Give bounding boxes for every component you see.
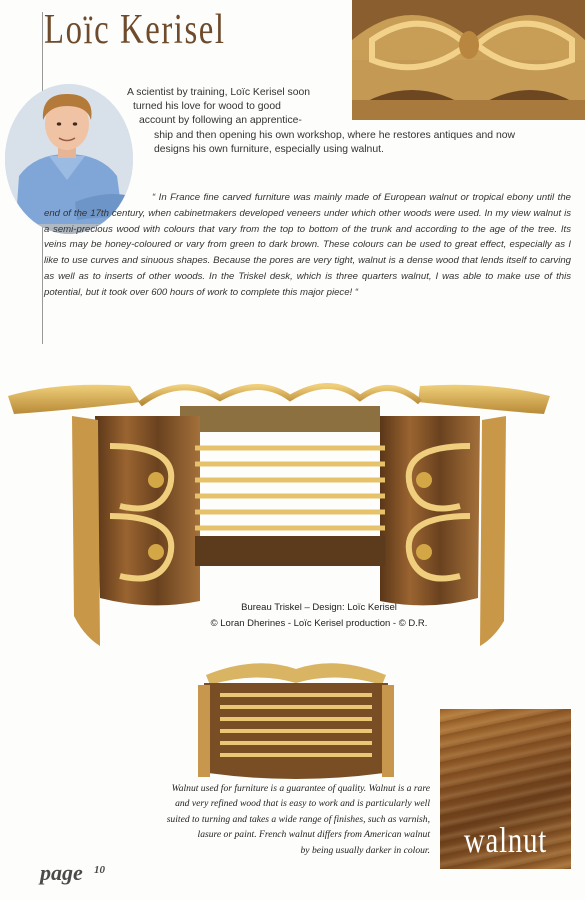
walnut-note <box>118 781 430 858</box>
walnut-note-line: Walnut used for furniture is a guarantee of quality. Walnut is a rare <box>171 783 430 794</box>
walnut-label: walnut <box>463 820 548 860</box>
intro-line: A scientist by training, Loïc Kerisel soon <box>127 87 311 98</box>
walnut-note-line: suited to turning and takes a wide range of finishes, such as varnish, <box>166 813 430 825</box>
caption-credit: © Loran Dherines - Loïc Kerisel production - © D.R. <box>210 618 428 629</box>
page-label: page <box>40 860 83 885</box>
triskel-desk-side-photo <box>196 655 396 787</box>
page-title: Loïc Kerisel <box>44 7 226 53</box>
kerisel-quote <box>44 190 571 301</box>
intro-line: designs his own furniture, especially using walnut. <box>154 143 384 155</box>
walnut-wood-swatch <box>440 709 571 869</box>
walnut-note-line: lasure or paint. French walnut differs from American walnut <box>197 829 430 841</box>
desk-caption <box>199 600 439 632</box>
walnut-note-line: and very refined wood that is easy to work and is particularly well <box>175 798 430 810</box>
intro-line: account by following an apprentice- <box>139 115 302 127</box>
intro-line: ship and then opening his own workshop, where he restores antiques and now <box>154 129 516 141</box>
caption-title: Bureau Triskel – Design: Loïc Kerisel <box>241 602 397 613</box>
quote-text: “ In France fine carved furniture was mainly made of European walnut or tropical ebony until the end of the 17th century, when cabinetmakers developed veneers under which other woods were used. In my view walnut is a semi-precious wood with colours that vary from the top to bottom of the trunk and according to the age of the tree. Its veins may be honey-coloured or vary from green to dark brown. These colours can be used to great effect, especially as I like to use curves and sinuous shapes. Because the pores are very tight, walnut is a dense wood that lends itself to carving as well as to inserts of other woods. In the Triskel desk, which is three quarters walnut, I was able to make use of this potential, but it took over 600 hours of work to complete this major piece! “ <box>44 192 571 298</box>
walnut-note-line: by being usually darker in colour. <box>300 844 430 856</box>
desk-side-illustration <box>196 655 396 787</box>
page-number: 10 <box>94 864 105 876</box>
intro-paragraph <box>125 86 575 157</box>
intro-line: turned his love for wood to good <box>133 101 281 113</box>
